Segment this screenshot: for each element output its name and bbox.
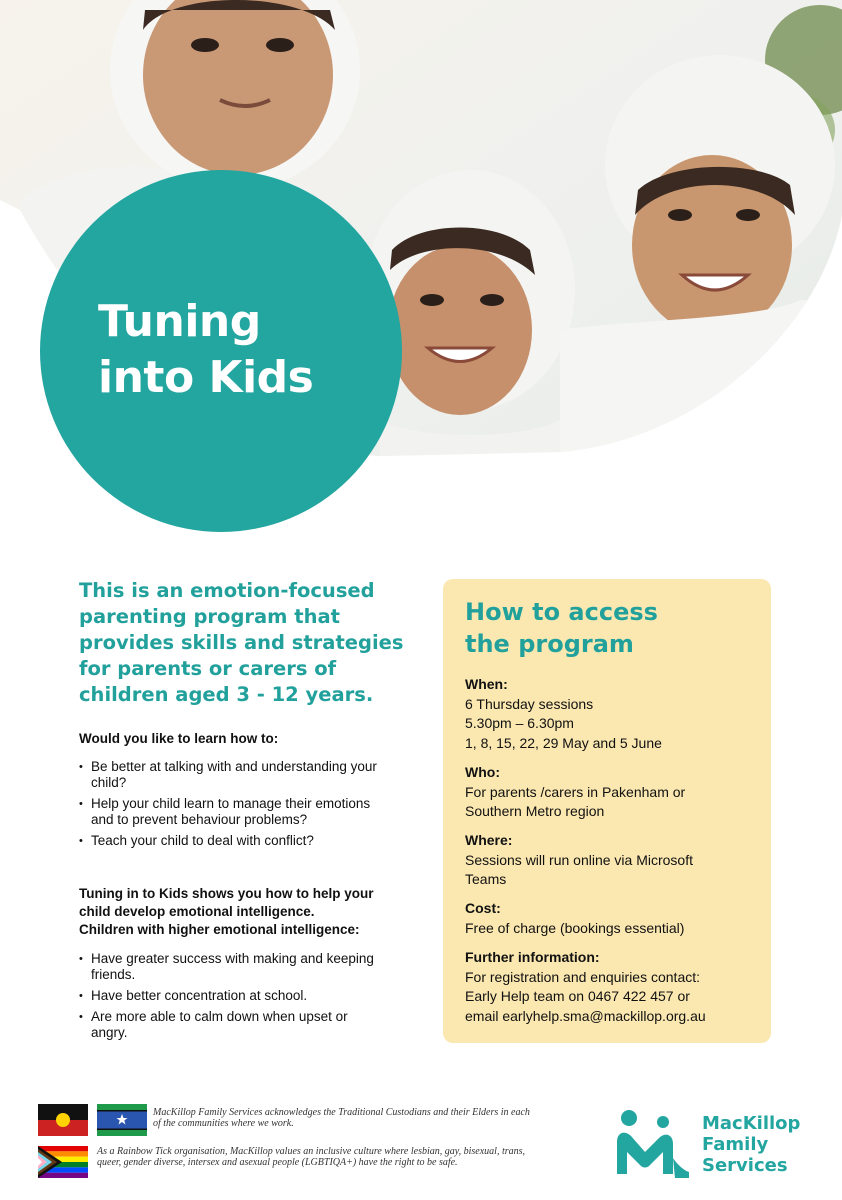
mackillop-logo-text (702, 1113, 832, 1176)
statement-line: Tuning in to Kids shows you how to help your (79, 886, 374, 901)
list-item: • Have better concentration at school. (79, 988, 379, 1004)
statement-line: child develop emotional intelligence. (79, 904, 315, 919)
rainbow-tick-statement: As a Rainbow Tick organisation, MacKillop values an inclusive culture where lesbian, gay, bisexual, trans, queer, gender diverse, intersex and asexual people (LGBTIQA+) have the right to be safe. (97, 1146, 526, 1168)
who-line: Southern Metro region (465, 803, 605, 819)
contact-email: email earlyhelp.sma@mackillop.org.au (465, 1007, 706, 1024)
where-label: Where: (465, 832, 513, 848)
progress-pride-flag-icon (38, 1146, 88, 1178)
when-line: 5.30pm – 6.30pm (465, 715, 574, 731)
further-info-line: For registration and enquiries contact: (465, 968, 701, 985)
logo-line: MacKillop (702, 1113, 801, 1134)
who-label: Who: (465, 764, 500, 780)
who-section (465, 763, 765, 822)
access-title-line-1: How to access (465, 598, 658, 626)
intro-text (79, 578, 429, 708)
logo-line: Family (702, 1134, 769, 1155)
cost-section (465, 899, 765, 938)
who-line: For parents /carers in Pakenham or (465, 783, 686, 800)
cost-label: Cost: (465, 900, 501, 916)
where-line: Sessions will run online via Microsoft (465, 851, 693, 868)
intro-line: parenting program that (79, 605, 340, 628)
where-line: Teams (465, 871, 507, 887)
cost-line: Free of charge (bookings essential) (465, 919, 685, 936)
contact-phone: Early Help team on 0467 422 457 or (465, 988, 690, 1004)
logo-line: Services (702, 1155, 788, 1176)
access-title-line-2: the program (465, 630, 634, 658)
title-line-2: into Kids (98, 352, 314, 403)
list-item: • Help your child learn to manage their emotions and to prevent behaviour problems? (79, 796, 379, 828)
intro-line: for parents or carers of (79, 657, 337, 680)
where-section (465, 831, 765, 890)
aboriginal-flag-icon (38, 1104, 88, 1136)
mackillop-logo-icon (615, 1108, 690, 1178)
when-label: When: (465, 676, 508, 692)
page-title (98, 294, 388, 406)
list-item: • Teach your child to deal with conflict? (79, 833, 379, 849)
statement-line: Children with higher emotional intelligence: (79, 922, 360, 937)
intro-line: children aged 3 - 12 years. (79, 683, 374, 706)
list-item: • Be better at talking with and understanding your child? (79, 759, 379, 791)
list-item: • Are more able to calm down when upset or angry. (79, 1009, 379, 1041)
torres-strait-islander-flag-icon (97, 1104, 147, 1136)
title-line-1: Tuning (98, 296, 261, 347)
intro-line: This is an emotion-focused (79, 579, 375, 602)
learn-list (79, 759, 379, 854)
when-line: 1, 8, 15, 22, 29 May and 5 June (465, 734, 662, 751)
acknowledgement-text: MacKillop Family Services acknowledges the Traditional Custodians and their Elders in each of the communities where we work. (153, 1107, 530, 1129)
benefits-list (79, 951, 379, 1046)
intro-line: provides skills and strategies (79, 631, 404, 654)
learn-heading: Would you like to learn how to: (79, 731, 279, 746)
program-statement (79, 885, 419, 939)
further-info-label: Further information: (465, 949, 600, 965)
further-info-section (465, 948, 765, 1026)
when-section (465, 675, 765, 753)
list-item: • Have greater success with making and keeping friends. (79, 951, 379, 983)
when-line: 6 Thursday sessions (465, 695, 594, 712)
access-title (465, 596, 765, 660)
